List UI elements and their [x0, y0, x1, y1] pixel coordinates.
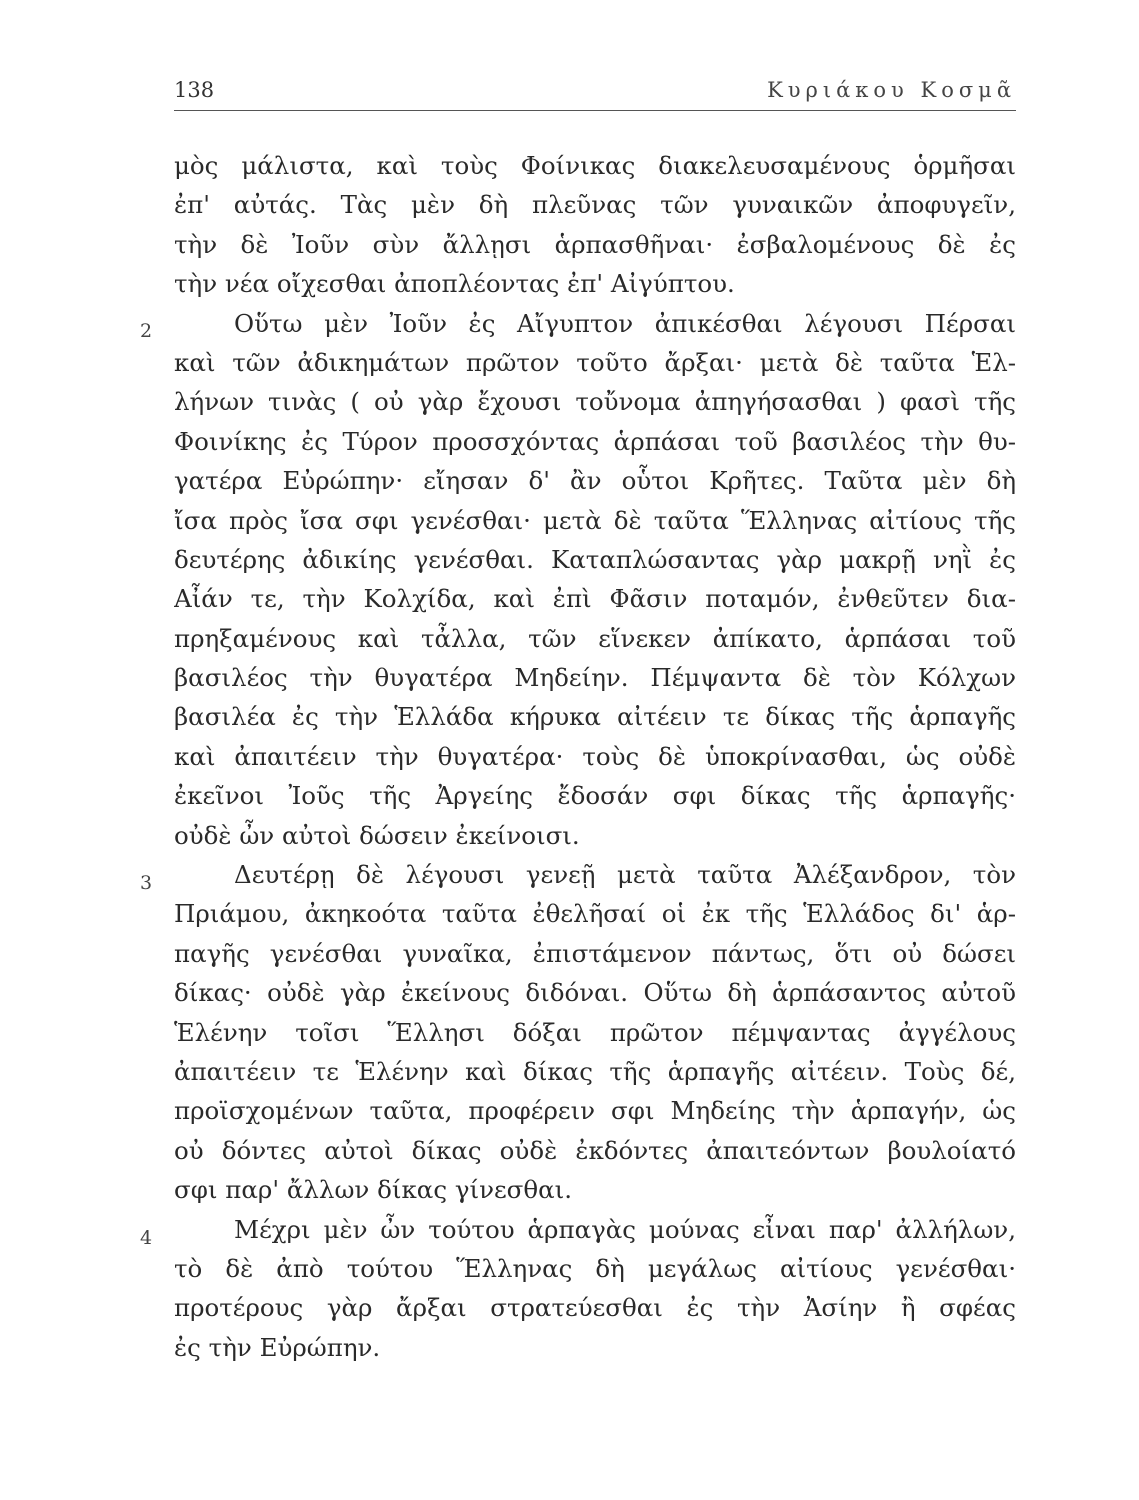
text-line: οὐ δόντες αὐτοὶ δίκας οὐδὲ ἐκδόντες ἀπαιτεόντων βουλοίατό [174, 1135, 1016, 1165]
text-line: ἴσα πρὸς ἴσα σφι γενέσθαι· μετὰ δὲ ταῦτα Ἕλληνας αἰτίους τῆς [174, 505, 1016, 535]
paragraph-marker-3: 3 [140, 872, 153, 894]
text-line: τὸ δὲ ἀπὸ τούτου Ἕλληνας δὴ μεγάλως αἰτίους γενέσθαι· [174, 1253, 1016, 1283]
text-line: γατέρα Εὐρώπην· εἴησαν δ' ἂν οὗτοι Κρῆτες. Ταῦτα μὲν δὴ [174, 466, 1016, 496]
text-line: ἀπαιτέειν τε Ἑλένην καὶ δίκας τῆς ἁρπαγῆς αἰτέειν. Τοὺς δέ, [174, 1056, 1016, 1086]
text-line: Αἶάν τε, τὴν Κολχίδα, καὶ ἐπὶ Φᾶσιν ποταμόν, ἐνθεῦτεν δια- [174, 584, 1016, 614]
paragraph-1 [174, 146, 1016, 304]
text-line: Πριάμου, ἀκηκοότα ταῦτα ἐθελῆσαί οἱ ἐκ τῆς Ἑλλάδος δι' ἁρ- [174, 899, 1016, 929]
text-line: Φοινίκης ἐς Τύρον προσσχόντας ἁρπάσαι τοῦ βασιλέος τὴν θυ- [174, 426, 1016, 456]
text-line: καὶ ἀπαιτέειν τὴν θυγατέρα· τοὺς δὲ ὑποκρίνασθαι, ὡς οὐδὲ [174, 741, 1016, 771]
text-line: πρηξαμένους καὶ τἆλλα, τῶν εἵνεκεν ἀπίκατο, ἁρπάσαι τοῦ [174, 623, 1016, 653]
text-line: τὴν δὲ Ἰοῦν σὺν ἄλλῃσι ἁρπασθῆναι· ἐσβαλομένους δὲ ἐς [174, 229, 1016, 259]
text-line: δίκας· οὐδὲ γὰρ ἐκείνους διδόναι. Οὕτω δὴ ἁρπάσαντος αὐτοῦ [174, 978, 1016, 1008]
text-line: Οὕτω μὲν Ἰοῦν ἐς Αἴγυπτον ἀπικέσθαι λέγουσι Πέρσαι [234, 308, 1016, 338]
text-line: μὸς μάλιστα, καὶ τοὺς Φοίνικας διακελευσαμένους ὁρμῆσαι [174, 151, 1016, 180]
paragraph-2 [174, 304, 1016, 855]
text-line: Δευτέρῃ δὲ λέγουσι γενεῇ μετὰ ταῦτα Ἀλέξανδρον, τὸν [234, 860, 1016, 890]
text-line: σφι παρ' ἄλλων δίκας γίνεσθαι. [174, 1175, 573, 1205]
paragraph-3 [174, 855, 1016, 1210]
text-line: βασιλέος τὴν θυγατέρα Μηδείην. Πέμψαντα δὲ τὸν Κόλχων [174, 663, 1016, 693]
text-line: Μέχρι μὲν ὦν τούτου ἁρπαγὰς μούνας εἶναι παρ' ἀλλήλων, [234, 1214, 1016, 1244]
page-header [174, 78, 1016, 111]
text-line: ἐπ' αὐτάς. Τὰς μὲν δὴ πλεῦνας τῶν γυναικῶν ἀποφυγεῖν, [174, 190, 1016, 220]
text-line: τὴν νέα οἴχεσθαι ἀποπλέοντας ἐπ' Αἰγύπτου. [174, 269, 735, 299]
body-text [174, 146, 1016, 1367]
text-line: ἐκεῖνοι Ἰοῦς τῆς Ἀργείης ἔδοσάν σφι δίκας τῆς ἁρπαγῆς· [174, 781, 1016, 811]
text-line: προϊσχομένων ταῦτα, προφέρειν σφι Μηδείης τὴν ἁρπαγήν, ὡς [174, 1096, 1016, 1126]
text-line: δευτέρης ἀδικίης γενέσθαι. Καταπλώσαντας γὰρ μακρῇ νηῒ ἐς [174, 544, 1016, 574]
text-line: λήνων τινὰς ( οὐ γὰρ ἔχουσι τοὔνομα ἀπηγήσασθαι ) φασὶ τῆς [174, 387, 1016, 417]
text-line: Ἑλένην τοῖσι Ἕλλησι δόξαι πρῶτον πέμψαντας ἀγγέλους [174, 1017, 1016, 1047]
text-line: προτέρους γὰρ ἄρξαι στρατεύεσθαι ἐς τὴν Ἀσίην ἢ σφέας [174, 1293, 1016, 1323]
paragraph-marker-2: 2 [140, 320, 153, 342]
running-head: Κυριάκου Κοσμᾶ [767, 78, 1016, 102]
text-line: βασιλέα ἐς τὴν Ἑλλάδα κήρυκα αἰτέειν τε δίκας τῆς ἁρπαγῆς [174, 702, 1016, 732]
text-line: καὶ τῶν ἀδικημάτων πρῶτον τοῦτο ἄρξαι· μετὰ δὲ ταῦτα Ἑλ- [174, 347, 1016, 377]
page-number: 138 [174, 78, 215, 102]
text-line: οὐδὲ ὦν αὐτοὶ δώσειν ἐκείνοισι. [174, 820, 580, 850]
text-line: παγῆς γενέσθαι γυναῖκα, ἐπιστάμενον πάντως, ὅτι οὐ δώσει [174, 938, 1016, 968]
paragraph-4 [174, 1210, 1016, 1368]
paragraph-marker-4: 4 [140, 1227, 153, 1249]
text-line: ἐς τὴν Εὐρώπην. [174, 1332, 381, 1362]
